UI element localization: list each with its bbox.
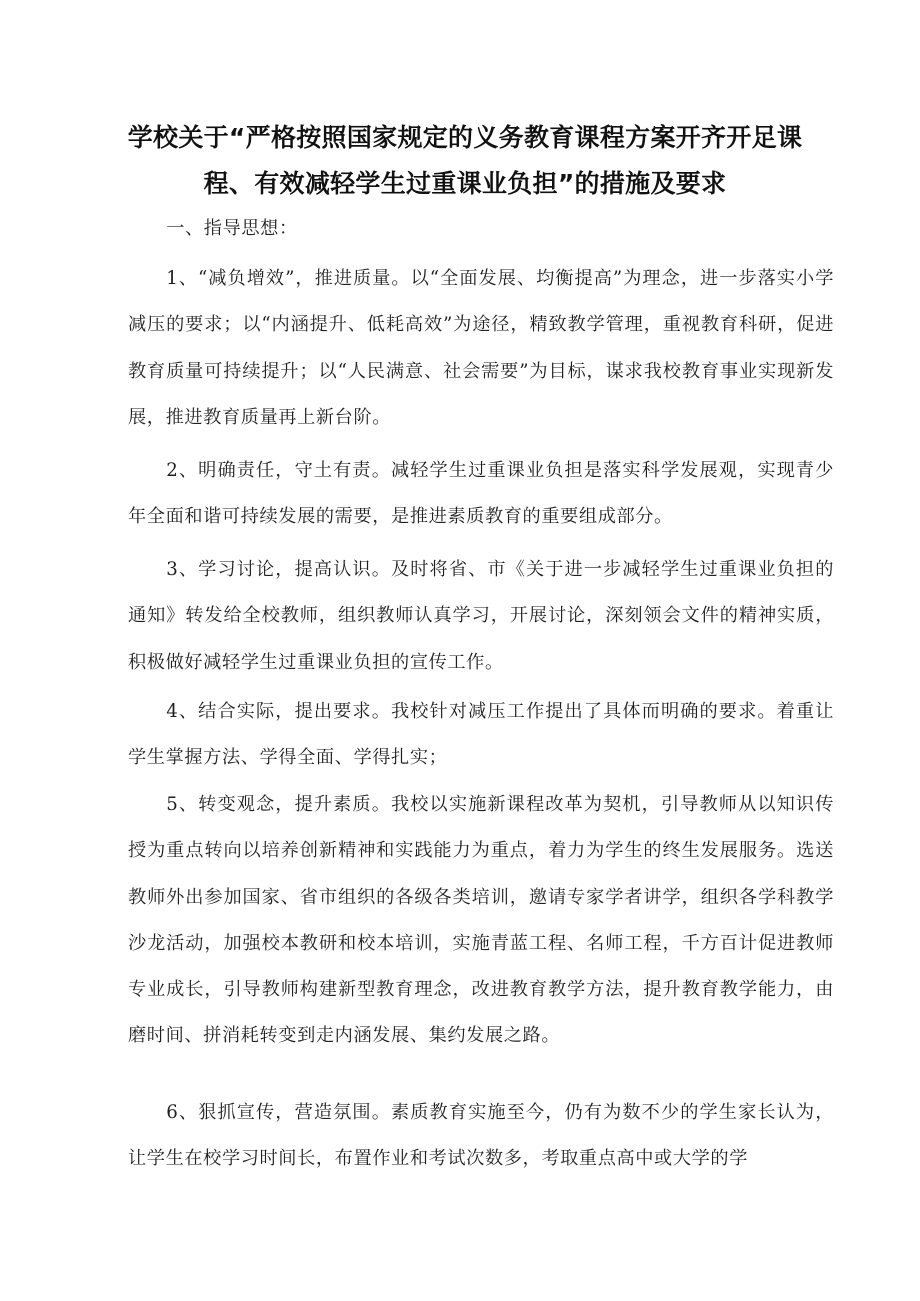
paragraph-6: 6、狠抓宣传，营造氛围。素质教育实施至今，仍有为数不少的学生家长认为，让学生在校学习时间长，布置作业和考试次数多，考取重点高中或大学的学 [128, 1102, 834, 1170]
paragraph-2: 2、明确责任，守土有责。减轻学生过重课业负担是落实科学发展观，实现青少年全面和谐可持续发展的需要，是推进素质教育的重要组成部分。 [128, 460, 834, 528]
paragraph-5: 5、转变观念，提升素质。我校以实施新课程改革为契机，引导教师从以知识传授为重点转向以培养创新精神和实践能力为重点，着力为学生的终生发展服务。选送教师外出参加国家、省市组织的各级各类培训，邀请专家学者讲学，组织各学科教学沙龙活动，加强校本教研和校本培训，实施青蓝工程、名师工程，千方百计促进教师专业成长，引导教师构建新型教育理念，改进教育教学方法，提升教育教学能力，由磨时间、拼消耗转变到走内涵发展、集约发展之路。 [128, 794, 834, 1047]
paragraph-1: 1、“减负增效”，推进质量。以“全面发展、均衡提高”为理念，进一步落实小学减压的要求；以“内涵提升、低耗高效”为途径，精致教学管理，重视教育科研，促进教育质量可持续提升；以“人民满意、社会需要”为目标，谋求我校教育事业实现新发展，推进教育质量再上新台阶。 [128, 268, 834, 428]
section-heading: 一、指导思想： [166, 218, 298, 239]
paragraph-4: 4、结合实际，提出要求。我校针对减压工作提出了具体而明确的要求。着重让学生掌握方法、学得全面、学得扎实； [128, 701, 834, 769]
paragraph-3: 3、学习讨论，提高认识。及时将省、市《关于进一步减轻学生过重课业负担的通知》转发给全校教师，组织教师认真学习，开展讨论，深刻领会文件的精神实质，积极做好减轻学生过重课业负担的宣传工作。 [128, 559, 834, 673]
document-title: 学校关于“严格按照国家规定的义务教育课程方案开齐开足课程、有效减轻学生过重课业负担”的措施及要求 [127, 123, 803, 198]
